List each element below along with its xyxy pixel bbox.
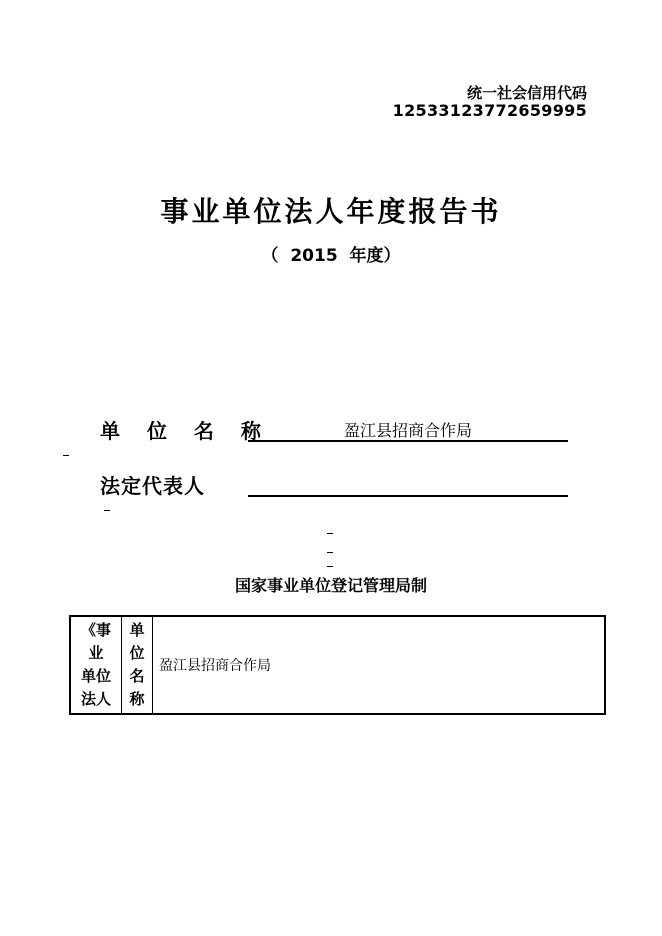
stray-mark: [327, 566, 333, 567]
category-cell: [70, 616, 122, 714]
unit-name-underline: [248, 440, 568, 442]
stray-mark: [327, 533, 333, 534]
field-label-cell: [122, 616, 153, 714]
field-label-char: 名: [129, 667, 145, 685]
category-line: 《事: [80, 621, 111, 639]
category-line: 单位: [80, 667, 111, 685]
stray-mark: [63, 455, 69, 456]
table-row: [70, 616, 605, 714]
stray-mark: [104, 510, 110, 511]
issuer-line: 国家事业单位登记管理局制: [234, 576, 427, 595]
category-line: 业: [88, 644, 104, 662]
report-title: 事业单位法人年度报告书: [160, 195, 502, 228]
unit-name-value: 盈江县招商合作局: [343, 421, 472, 440]
credit-code-label: 统一社会信用代码: [466, 84, 587, 102]
category-line: 法人: [80, 690, 111, 708]
field-label-char: 称: [129, 690, 145, 708]
stray-mark: [327, 552, 333, 553]
unit-name-cell: 盈江县招商合作局: [153, 616, 606, 714]
legal-rep-label: 法定代表人: [100, 474, 205, 498]
report-year: （ 2015 年度）: [261, 246, 401, 266]
unit-name-label: 单 位 名 称: [100, 419, 271, 443]
field-label-char: 单: [129, 621, 145, 639]
info-table: [69, 615, 606, 715]
credit-code-value: 12533123772659995: [392, 101, 587, 120]
legal-rep-underline: [248, 495, 568, 497]
field-label-char: 位: [129, 644, 145, 662]
